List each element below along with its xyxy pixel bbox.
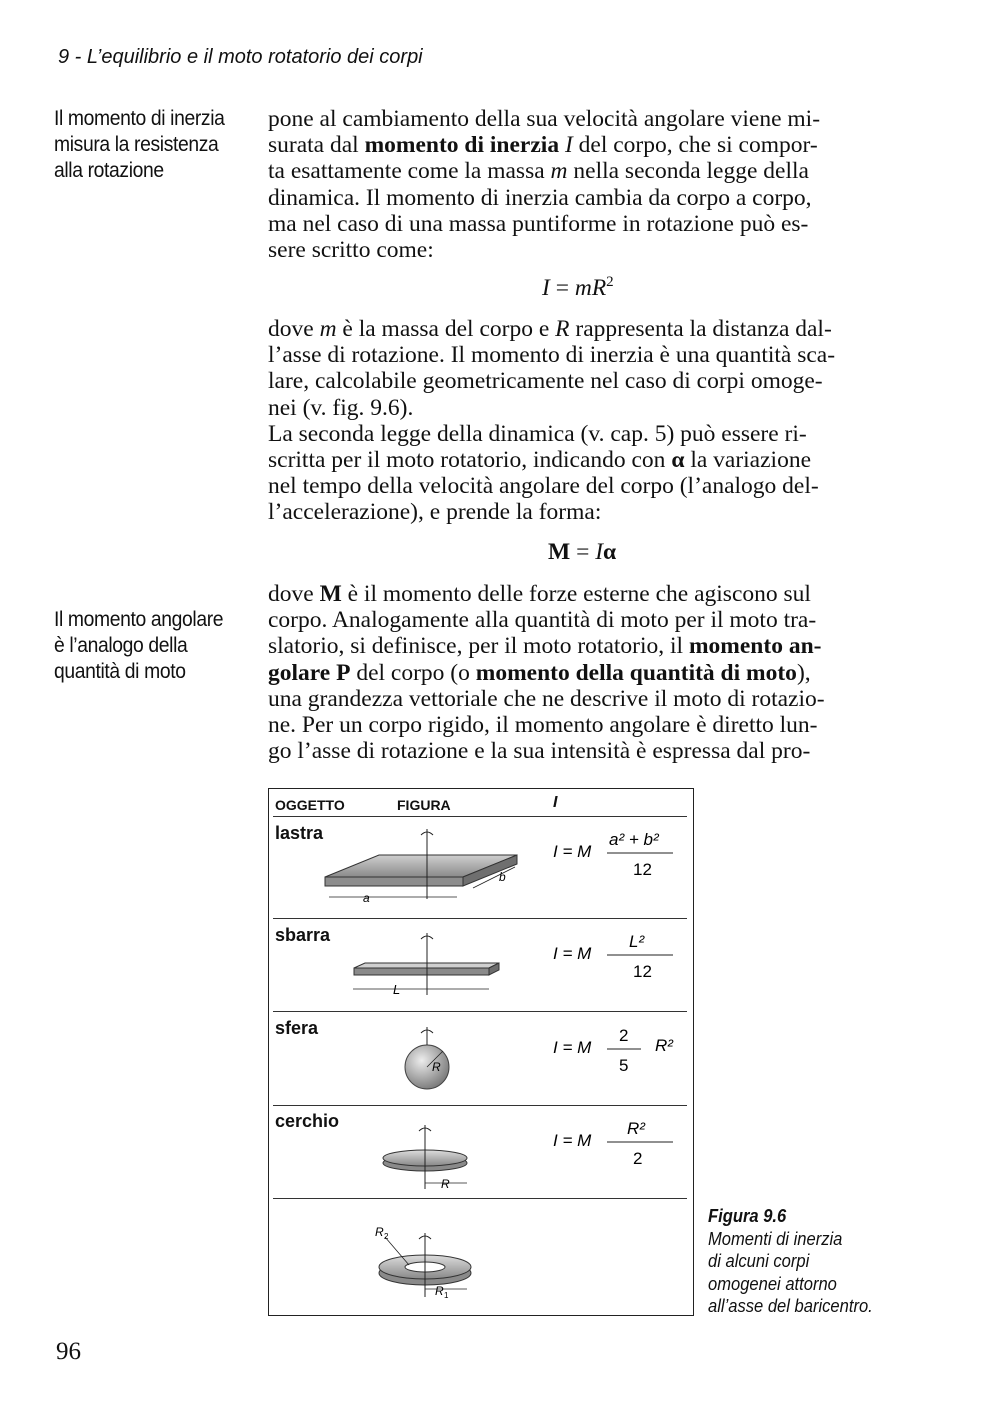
body-line: La seconda legge della dinamica (v. cap. 5) può essere ri-	[268, 420, 807, 447]
svg-text:2: 2	[384, 1232, 389, 1241]
body-line: scritta per il moto rotatorio, indicando con α la variazione	[268, 447, 812, 474]
row-label-sbarra: sbarra	[275, 925, 331, 945]
dim-label-R: R	[432, 1060, 441, 1074]
caption-line: Momenti di inerzia	[708, 1228, 843, 1249]
body-line: ma nel caso di una massa puntiforme in rotazione può es-	[268, 210, 809, 237]
body-line: l’accelerazione), e prende la forma:	[268, 499, 602, 526]
body-paragraph-2	[268, 316, 908, 526]
formula-sfera	[553, 1026, 674, 1075]
formula-sbarra	[553, 932, 673, 981]
formula-lastra	[553, 830, 673, 879]
slab-drawing	[325, 829, 517, 905]
body-paragraph-4	[268, 581, 908, 764]
term-moment-of-inertia: momento di inerzia	[364, 132, 560, 159]
sphere-drawing	[405, 1027, 449, 1089]
sidenote-line: Il momento di inerzia	[54, 107, 225, 130]
figure-caption	[708, 1205, 873, 1318]
body-line: l’asse di rotazione. Il momento di inerzia è una quantità sca-	[268, 342, 836, 369]
caption-title: Figura 9.6	[708, 1206, 787, 1226]
caption-line: omogenei attorno	[708, 1273, 837, 1294]
equation-inertia: $I = mR^2$	[542, 274, 614, 301]
body-line: una grandezza vettoriale che ne descrive il moto di rotazio-	[268, 685, 825, 712]
body-line: sere scritto come:	[268, 237, 434, 264]
bar-drawing	[353, 933, 499, 997]
sidenote-line: quantità di moto	[54, 660, 186, 683]
dim-label-a: a	[363, 891, 370, 905]
svg-text:1: 1	[444, 1291, 449, 1300]
sidenote-line: alla rotazione	[54, 159, 164, 182]
body-line: ta esattamente come la massa m nella seconda legge della	[268, 158, 809, 185]
body-line: lare, calcolabile geometricamente nel caso di corpi omoge-	[268, 368, 823, 395]
sidenote-line: misura la resistenza	[54, 133, 219, 156]
svg-text:12: 12	[633, 962, 652, 981]
dim-label-L: L	[393, 982, 401, 997]
dim-label-R2: R	[375, 1225, 384, 1239]
body-line: slatorio, si definisce, per il moto rotatorio, il momento an-	[268, 633, 822, 660]
dim-label-R: R	[441, 1177, 450, 1191]
body-line: surata dal momento di inerzia I del corpo, che si compor-	[268, 132, 818, 159]
sidenote-angular-momentum	[54, 607, 243, 685]
dim-label-b: b	[499, 870, 506, 884]
col-header-object: OGGETTO	[275, 797, 345, 813]
svg-text:L²: L²	[629, 932, 645, 951]
body-line: nei (v. fig. 9.6).	[268, 394, 414, 421]
svg-text:I = M: I = M	[553, 944, 592, 963]
body-line: dinamica. Il momento di inerzia cambia da corpo a corpo,	[268, 184, 812, 211]
figure-drawings	[269, 789, 693, 1315]
svg-text:I = M: I = M	[553, 1038, 592, 1057]
svg-text:5: 5	[619, 1056, 629, 1075]
sidenote-line: Il momento angolare	[54, 608, 224, 631]
caption-line: di alcuni corpi	[708, 1251, 810, 1271]
col-header-inertia: I	[553, 794, 558, 811]
row-label-lastra: lastra	[275, 823, 324, 843]
svg-text:2: 2	[619, 1026, 629, 1045]
body-line: ne. Per un corpo rigido, il momento angolare è diretto lun-	[268, 712, 818, 739]
svg-text:I = M: I = M	[553, 1131, 592, 1150]
svg-text:2: 2	[633, 1149, 643, 1168]
row-label-sfera: sfera	[275, 1018, 319, 1038]
body-line: dove M è il momento delle forze esterne che agiscono sul	[268, 581, 811, 607]
row-label-cerchio: cerchio	[275, 1111, 340, 1131]
body-paragraph-1	[268, 106, 908, 263]
sidenote-line: è l’analogo della	[54, 634, 188, 657]
sidenote-moment-of-inertia	[54, 106, 243, 184]
figure-9-6	[268, 788, 694, 1316]
equation-second-law: M = Iα	[548, 539, 617, 565]
dim-label-R1: R	[435, 1284, 444, 1298]
ring-drawing	[375, 1225, 471, 1300]
body-line: corpo. Analogamente alla quantità di moto per il moto tra-	[268, 607, 817, 634]
svg-text:12: 12	[633, 860, 652, 879]
col-header-figure: FIGURA	[397, 797, 451, 813]
svg-text:I = M: I = M	[553, 842, 592, 861]
caption-line: all’asse del baricentro.	[708, 1296, 873, 1316]
page-number: 96	[56, 1338, 81, 1365]
body-line: nel tempo della velocità angolare del corpo (l’analogo del-	[268, 473, 819, 500]
body-line: pone al cambiamento della sua velocità angolare viene mi-	[268, 106, 821, 132]
svg-text:R²: R²	[627, 1119, 645, 1138]
body-line: golare P del corpo (o momento della quantità di moto),	[268, 659, 811, 686]
svg-text:a² + b²: a² + b²	[609, 830, 659, 849]
body-line: dove m è la massa del corpo e R rappresenta la distanza dal-	[268, 316, 832, 342]
formula-cerchio	[553, 1119, 673, 1168]
body-line: go l’asse di rotazione e la sua intensità è espressa dal pro-	[268, 738, 811, 765]
svg-text:R²: R²	[655, 1036, 673, 1055]
running-header: 9 - L’equilibrio e il moto rotatorio dei corpi	[58, 46, 423, 68]
disk-drawing	[383, 1125, 467, 1191]
